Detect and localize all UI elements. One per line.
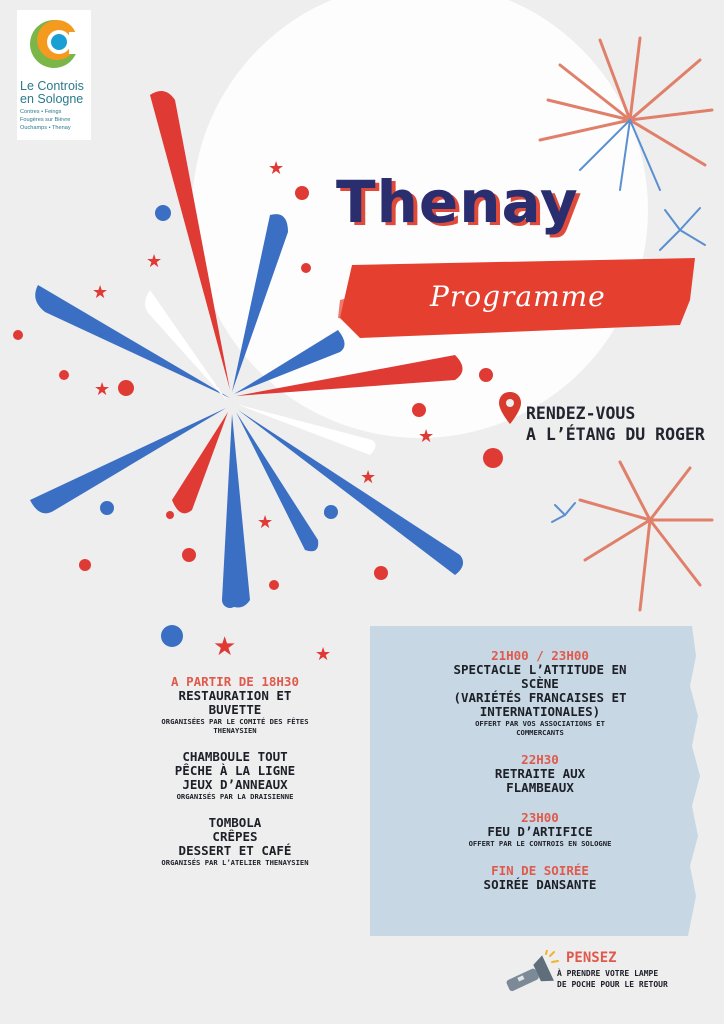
logo-towns-line2: Fougères sur Bièvre xyxy=(20,117,71,123)
program-block xyxy=(90,816,380,867)
program-time: 23H00 xyxy=(521,810,559,825)
svg-text:★: ★ xyxy=(92,282,109,303)
program-item: RESTAURATION ET xyxy=(178,688,292,703)
program-note: ORGANISÉES PAR LE COMITÉ DES FÊTES xyxy=(161,717,309,726)
program-time: 22H30 xyxy=(521,752,559,767)
program-item: FEU D’ARTIFICE xyxy=(487,824,593,839)
right-program xyxy=(370,648,710,892)
svg-text:★: ★ xyxy=(213,632,237,662)
spacer xyxy=(370,848,710,863)
page-title: Thenay xyxy=(336,168,579,236)
reminder-title: PENSEZ xyxy=(566,950,617,966)
program-note: OFFERT PAR LE CONTROIS EN SOLOGNE xyxy=(468,839,612,848)
svg-text:★: ★ xyxy=(94,379,111,400)
program-block xyxy=(370,810,710,848)
logo-towns-line1: Contres • Feings xyxy=(20,109,62,115)
program-item: CRÊPES xyxy=(212,829,258,844)
logo-name-line1: Le Controis xyxy=(20,79,84,93)
svg-text:★: ★ xyxy=(315,644,332,665)
spacer xyxy=(370,737,710,752)
program-time: A PARTIR DE 18H30 xyxy=(171,674,299,689)
program-item: BUVETTE xyxy=(208,702,262,717)
spacer xyxy=(90,801,380,816)
spacer xyxy=(370,795,710,810)
svg-text:★: ★ xyxy=(360,467,377,488)
program-note: THENAYSIEN xyxy=(213,726,257,735)
svg-text:★: ★ xyxy=(268,158,285,179)
program-time: 21H00 / 23H00 xyxy=(491,648,589,663)
reminder-line2: DE POCHE POUR LE RETOUR xyxy=(557,980,668,989)
program-block xyxy=(370,863,710,892)
map-pin-icon xyxy=(497,391,523,425)
program-note: ORGANISÉS PAR L’ATELIER THENAYSIEN xyxy=(161,858,309,867)
program-block xyxy=(90,750,380,801)
program-block xyxy=(370,648,710,737)
program-item: FLAMBEAUX xyxy=(506,780,574,795)
logo-towns xyxy=(20,108,90,132)
program-time: FIN DE SOIRÉE xyxy=(491,863,589,878)
program-item: PÊCHE À LA LIGNE xyxy=(174,763,296,778)
program-item: CHAMBOULE TOUT xyxy=(182,749,288,764)
program-item: SOIRÉE DANSANTE xyxy=(483,877,597,892)
program-item: RETRAITE AUX xyxy=(494,766,586,781)
logo-mark-icon xyxy=(17,10,91,76)
reminder-line1: À PRENDRE VOTRE LAMPE xyxy=(557,969,659,978)
program-item: (VARIÉTÉS FRANCAISES ET xyxy=(453,690,627,705)
program-block xyxy=(370,752,710,795)
reminder-text xyxy=(557,968,717,990)
program-item: JEUX D’ANNEAUX xyxy=(182,777,288,792)
svg-text:★: ★ xyxy=(257,512,274,533)
program-item: TOMBOLA xyxy=(208,815,262,830)
location-line2: A L’ÉTANG DU ROGER xyxy=(526,425,705,444)
program-item: INTERNATIONALES) xyxy=(479,704,601,719)
controis-logo xyxy=(17,10,91,140)
program-note: ORGANISÉS PAR LA DRAISIENNE xyxy=(176,792,294,801)
location-text xyxy=(526,403,705,445)
logo-name-line2: en Sologne xyxy=(20,92,84,106)
program-block xyxy=(90,674,380,735)
page-subtitle: Programme xyxy=(430,280,606,313)
logo-towns-line3: Ouchamps • Thenay xyxy=(20,125,71,131)
svg-text:★: ★ xyxy=(146,251,163,272)
program-note: OFFERT PAR VOS ASSOCIATIONS ET xyxy=(475,719,605,728)
program-note: COMMERCANTS xyxy=(516,728,564,737)
location-line1: RENDEZ-VOUS xyxy=(526,404,636,423)
left-program xyxy=(90,674,380,867)
svg-text:★: ★ xyxy=(418,426,435,447)
program-item: DESSERT ET CAFÉ xyxy=(178,843,292,858)
flashlight-icon xyxy=(500,950,560,994)
spacer xyxy=(90,735,380,750)
program-item: SCÈNE xyxy=(521,676,559,691)
program-item: SPECTACLE L’ATTITUDE EN xyxy=(453,662,627,677)
logo-name xyxy=(20,80,84,106)
